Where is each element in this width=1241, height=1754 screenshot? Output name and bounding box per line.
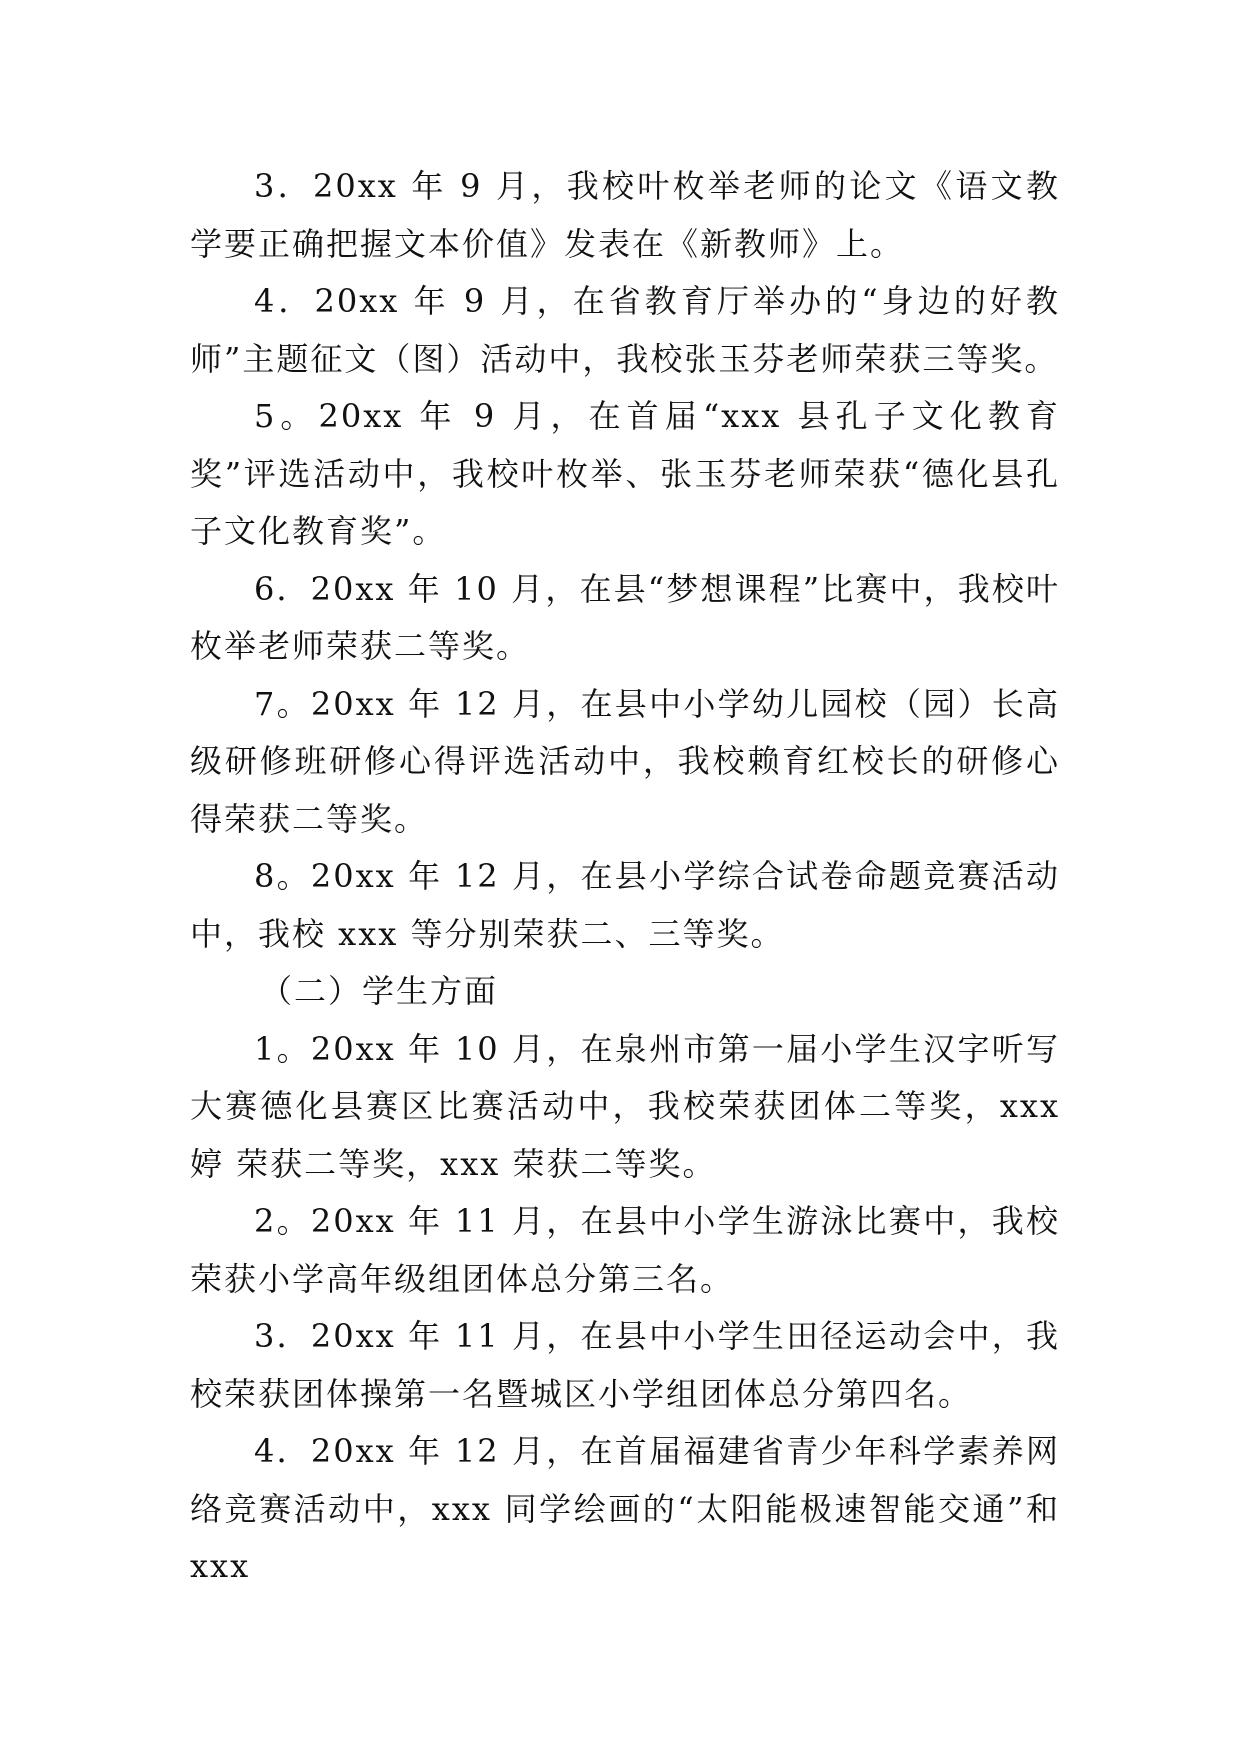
- teacher-award-7: 7。20xx 年 12 月，在县中小学幼儿园校（园）长高级研修班研修心得评选活动中，我校赖育红校长的研修心得荣获二等奖。: [190, 684, 1060, 838]
- teacher-award-6: 6．20xx 年 10 月，在县“梦想课程”比赛中，我校叶枚举老师荣获二等奖。: [190, 569, 1060, 665]
- student-award-1: 1。20xx 年 10 月，在泉州市第一届小学生汉字听写大赛德化县赛区比赛活动中，我校荣获团体二等奖，xxx 婷 荣获二等奖，xxx 荣获二等奖。: [190, 1029, 1060, 1183]
- teacher-award-8: 8。20xx 年 12 月，在县小学综合试卷命题竞赛活动中，我校 xxx 等分别荣获二、三等奖。: [190, 857, 1060, 953]
- teacher-award-4: 4．20xx 年 9 月，在省教育厅举办的“身边的好教师”主题征文（图）活动中，我校张玉芬老师荣获三等奖。: [190, 282, 1060, 378]
- student-award-2: 2。20xx 年 11 月，在县中小学生游泳比赛中，我校荣获小学高年级组团体总分第三名。: [190, 1202, 1060, 1298]
- teacher-award-3: 3．20xx 年 9 月，我校叶枚举老师的论文《语文教学要正确把握文本价值》发表在《新教师》上。: [190, 167, 1060, 263]
- student-award-4: 4．20xx 年 12 月，在首届福建省青少年科学素养网络竞赛活动中，xxx 同学绘画的“太阳能极速智能交通”和 xxx: [190, 1432, 1060, 1585]
- teacher-award-5: 5。20xx 年 9 月，在首届“xxx 县孔子文化教育奖”评选活动中，我校叶枚举、张玉芬老师荣获“德化县孔子文化教育奖”。: [190, 397, 1060, 550]
- section-heading-students: （二）学生方面: [260, 972, 499, 1010]
- student-award-3: 3．20xx 年 11 月，在县中小学生田径运动会中，我校荣获团体操第一名暨城区小学组团体总分第四名。: [190, 1317, 1060, 1413]
- document-body: [190, 158, 1060, 1596]
